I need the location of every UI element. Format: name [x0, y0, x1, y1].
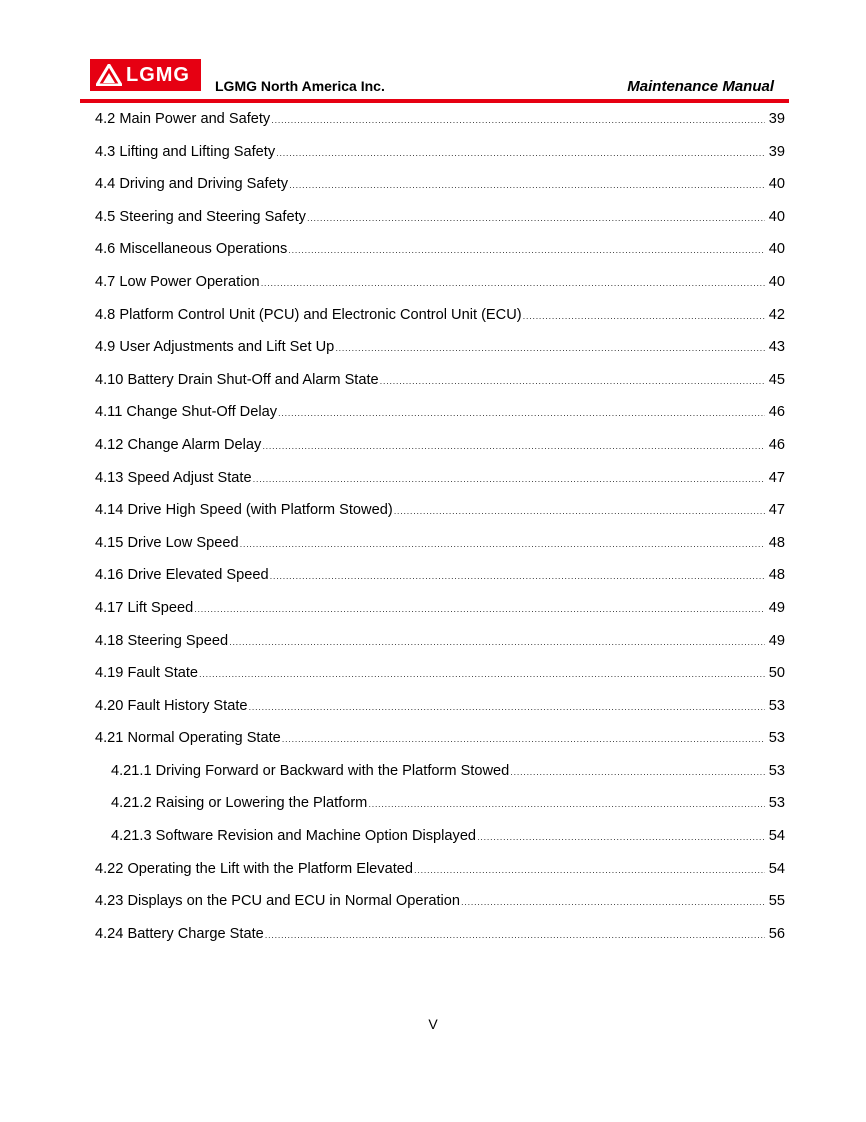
toc-leader-dots: [278, 403, 765, 425]
toc-page-number: 45: [768, 371, 785, 388]
toc-entry-title: 4.15 Drive Low Speed: [95, 534, 239, 551]
toc-leader-dots: [194, 599, 765, 621]
toc-page-number: 50: [768, 665, 785, 682]
table-of-contents: [95, 108, 785, 955]
toc-leader-dots: [249, 697, 766, 719]
toc-page-number: 40: [768, 241, 785, 258]
toc-page-number: 39: [768, 143, 785, 160]
toc-entry[interactable]: [95, 662, 785, 695]
toc-entry[interactable]: [95, 499, 785, 532]
toc-page-number: 49: [768, 599, 785, 616]
toc-entry-title: 4.7 Low Power Operation: [95, 273, 260, 290]
toc-entry-title: 4.12 Change Alarm Delay: [95, 436, 262, 453]
toc-entry-title: 4.22 Operating the Lift with the Platform Elevated: [95, 860, 413, 877]
toc-leader-dots: [253, 469, 765, 491]
toc-subentry[interactable]: [95, 792, 785, 825]
toc-entry[interactable]: [95, 434, 785, 467]
toc-page-number: 53: [768, 730, 785, 747]
toc-entry-title: 4.24 Battery Charge State: [95, 925, 264, 942]
toc-page-number: 46: [768, 404, 785, 421]
toc-entry-title: 4.21.2 Raising or Lowering the Platform: [111, 795, 368, 812]
toc-entry[interactable]: [95, 564, 785, 597]
toc-entry[interactable]: [95, 532, 785, 565]
toc-entry-title: 4.19 Fault State: [95, 665, 199, 682]
toc-leader-dots: [394, 501, 765, 523]
toc-entry[interactable]: [95, 695, 785, 728]
toc-leader-dots: [414, 860, 765, 882]
toc-leader-dots: [289, 175, 765, 197]
page-number: V: [428, 1016, 438, 1032]
toc-leader-dots: [262, 436, 765, 458]
page-header: [0, 0, 866, 106]
toc-page-number: 40: [768, 176, 785, 193]
toc-page-number: 40: [768, 208, 785, 225]
toc-leader-dots: [523, 306, 765, 328]
toc-entry[interactable]: [95, 467, 785, 500]
toc-leader-dots: [307, 208, 765, 230]
toc-entry-title: 4.18 Steering Speed: [95, 632, 229, 649]
toc-entry[interactable]: [95, 141, 785, 174]
toc-entry[interactable]: [95, 108, 785, 141]
toc-entry[interactable]: [95, 727, 785, 760]
toc-entry-title: 4.21.1 Driving Forward or Backward with the Platform Stowed: [111, 762, 510, 779]
manual-title: Maintenance Manual: [627, 78, 774, 95]
toc-page-number: 49: [768, 632, 785, 649]
toc-entry-title: 4.6 Miscellaneous Operations: [95, 241, 288, 258]
header-divider: [80, 99, 789, 103]
toc-leader-dots: [276, 143, 765, 165]
toc-entry[interactable]: [95, 630, 785, 663]
company-name: LGMG North America Inc.: [215, 78, 385, 94]
toc-leader-dots: [477, 827, 765, 849]
toc-entry-title: 4.21.3 Software Revision and Machine Option Displayed: [111, 828, 477, 845]
toc-entry[interactable]: [95, 238, 785, 271]
toc-entry[interactable]: [95, 369, 785, 402]
toc-entry-title: 4.9 User Adjustments and Lift Set Up: [95, 339, 335, 356]
toc-page-number: 40: [768, 273, 785, 290]
toc-leader-dots: [270, 566, 765, 588]
toc-entry[interactable]: [95, 336, 785, 369]
toc-page-number: 46: [768, 436, 785, 453]
toc-page-number: 47: [768, 469, 785, 486]
toc-leader-dots: [261, 273, 765, 295]
toc-entry-title: 4.16 Drive Elevated Speed: [95, 567, 269, 584]
toc-entry-title: 4.14 Drive High Speed (with Platform Stowed): [95, 502, 393, 519]
toc-leader-dots: [265, 925, 765, 947]
toc-entry-title: 4.3 Lifting and Lifting Safety: [95, 143, 276, 160]
toc-entry-title: 4.2 Main Power and Safety: [95, 111, 271, 127]
toc-entry[interactable]: [95, 401, 785, 434]
toc-entry-title: 4.11 Change Shut-Off Delay: [95, 404, 277, 421]
logo-triangle-icon: [96, 64, 122, 86]
toc-leader-dots: [461, 892, 765, 914]
toc-page-number: 55: [768, 893, 785, 910]
toc-entry-title: 4.8 Platform Control Unit (PCU) and Electronic Control Unit (ECU): [95, 306, 522, 323]
toc-subentry[interactable]: [95, 760, 785, 793]
toc-leader-dots: [282, 729, 765, 751]
toc-leader-dots: [199, 664, 765, 686]
toc-leader-dots: [368, 794, 765, 816]
toc-page-number: 48: [768, 534, 785, 551]
toc-page-number: 42: [768, 306, 785, 323]
toc-entry-title: 4.21 Normal Operating State: [95, 730, 281, 747]
toc-leader-dots: [240, 534, 765, 556]
toc-entry-title: 4.13 Speed Adjust State: [95, 469, 252, 486]
toc-page-number: 53: [768, 762, 785, 779]
lgmg-logo: [90, 59, 201, 91]
toc-entry[interactable]: [95, 206, 785, 239]
toc-entry[interactable]: [95, 271, 785, 304]
toc-entry-title: 4.20 Fault History State: [95, 697, 248, 714]
toc-leader-dots: [335, 338, 765, 360]
toc-entry[interactable]: [95, 173, 785, 206]
toc-entry-title: 4.17 Lift Speed: [95, 599, 194, 616]
toc-entry-title: 4.4 Driving and Driving Safety: [95, 176, 289, 193]
toc-entry-title: 4.5 Steering and Steering Safety: [95, 208, 306, 225]
toc-page-number: 56: [768, 925, 785, 942]
toc-page-number: 53: [768, 795, 785, 812]
toc-entry[interactable]: [95, 890, 785, 923]
toc-page-number: 48: [768, 567, 785, 584]
toc-page-number: 53: [768, 697, 785, 714]
toc-page-number: 39: [768, 111, 785, 127]
toc-page-number: 54: [768, 828, 785, 845]
toc-entry[interactable]: [95, 597, 785, 630]
toc-page-number: 43: [768, 339, 785, 356]
toc-entry[interactable]: [95, 923, 785, 956]
toc-leader-dots: [380, 371, 765, 393]
toc-entry-title: 4.23 Displays on the PCU and ECU in Normal Operation: [95, 893, 461, 910]
toc-entry-title: 4.10 Battery Drain Shut-Off and Alarm State: [95, 371, 379, 388]
logo-text: LGMG: [126, 64, 190, 86]
toc-leader-dots: [229, 632, 765, 654]
toc-leader-dots: [510, 762, 765, 784]
toc-subentry[interactable]: [95, 825, 785, 858]
toc-entry[interactable]: [95, 304, 785, 337]
toc-page-number: 54: [768, 860, 785, 877]
toc-page-number: 47: [768, 502, 785, 519]
page-footer: [0, 1016, 866, 1032]
toc-entry[interactable]: [95, 858, 785, 891]
toc-leader-dots: [288, 240, 765, 262]
toc-leader-dots: [271, 110, 765, 132]
